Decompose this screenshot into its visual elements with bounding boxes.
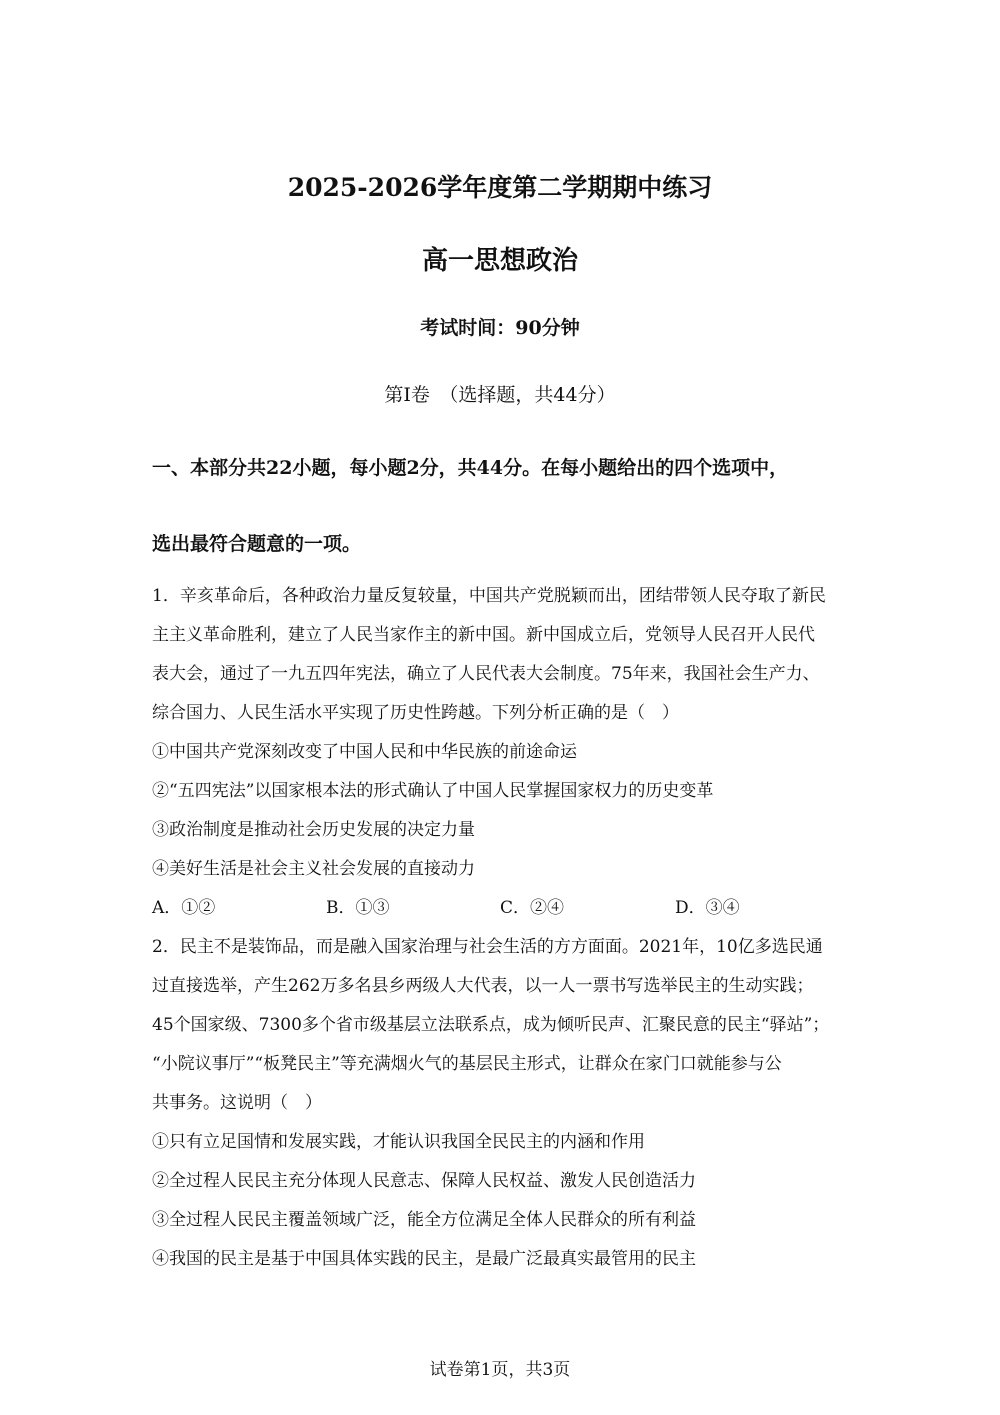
choice-d: D．③④ xyxy=(675,898,740,918)
statement-3: ③政治制度是推动社会历史发展的决定力量 xyxy=(152,820,475,840)
choice-b: B．①③ xyxy=(326,898,390,918)
choice-a: A．①② xyxy=(152,898,216,918)
volume-heading: 第I卷 （选择题，共44分） xyxy=(384,384,616,406)
choice-c: C．②④ xyxy=(500,898,565,918)
statement-4: ④美好生活是社会主义社会发展的直接动力 xyxy=(152,859,475,879)
question-stem-line: 主主义革命胜利，建立了人民当家作主的新中国。新中国成立后，党领导人民召开人民代 xyxy=(152,625,815,645)
question-stem-line: 表大会，通过了一九五四年宪法，确立了人民代表大会制度。75年来，我国社会生产力、 xyxy=(152,664,820,684)
exam-time: 考试时间：90分钟 xyxy=(420,317,580,339)
page-footer: 试卷第1页，共3页 xyxy=(429,1360,571,1380)
question-stem-line: “小院议事厅”“板凳民主”等充满烟火气的基层民主形式，让群众在家门口就能参与公 xyxy=(152,1054,782,1074)
question-stem-line: 1．辛亥革命后，各种政治力量反复较量，中国共产党脱颖而出，团结带领人民夺取了新民 xyxy=(152,586,826,606)
subject-title: 高一思想政治 xyxy=(421,246,578,276)
statement-1: ①中国共产党深刻改变了中国人民和中华民族的前途命运 xyxy=(152,742,577,762)
section-instruction-line-2: 选出最符合题意的一项。 xyxy=(152,533,362,555)
statement-2: ②全过程人民民主充分体现人民意志、保障人民权益、激发人民创造活力 xyxy=(152,1171,696,1191)
question-stem-line: 过直接选举，产生262万多名县乡两级人大代表，以一人一票书写选举民主的生动实践； xyxy=(152,976,814,996)
question-stem-line: 45个国家级、7300多个省市级基层立法联系点，成为倾听民声、汇聚民意的民主“驿站”； xyxy=(152,1015,830,1035)
statement-3: ③全过程人民民主覆盖领域广泛，能全方位满足全体人民群众的所有利益 xyxy=(152,1210,696,1230)
section-instruction-line-1: 一、本部分共22小题，每小题2分，共44分。在每小题给出的四个选项中， xyxy=(152,457,789,479)
question-stem-line: 综合国力、人民生活水平实现了历史性跨越。下列分析正确的是（ ） xyxy=(152,703,679,723)
statement-4: ④我国的民主是基于中国具体实践的民主，是最广泛最真实最管用的民主 xyxy=(152,1249,696,1269)
statement-2: ②“五四宪法”以国家根本法的形式确认了中国人民掌握国家权力的历史变革 xyxy=(152,781,714,801)
exam-title: 2025-2026学年度第二学期期中练习 xyxy=(287,173,713,202)
question-stem-line: 共事务。这说明（ ） xyxy=(152,1093,322,1113)
question-stem-line: 2．民主不是装饰品，而是融入国家治理与社会生活的方方面面。2021年，10亿多选民通 xyxy=(152,937,823,957)
statement-1: ①只有立足国情和发展实践，才能认识我国全民民主的内涵和作用 xyxy=(152,1132,645,1152)
